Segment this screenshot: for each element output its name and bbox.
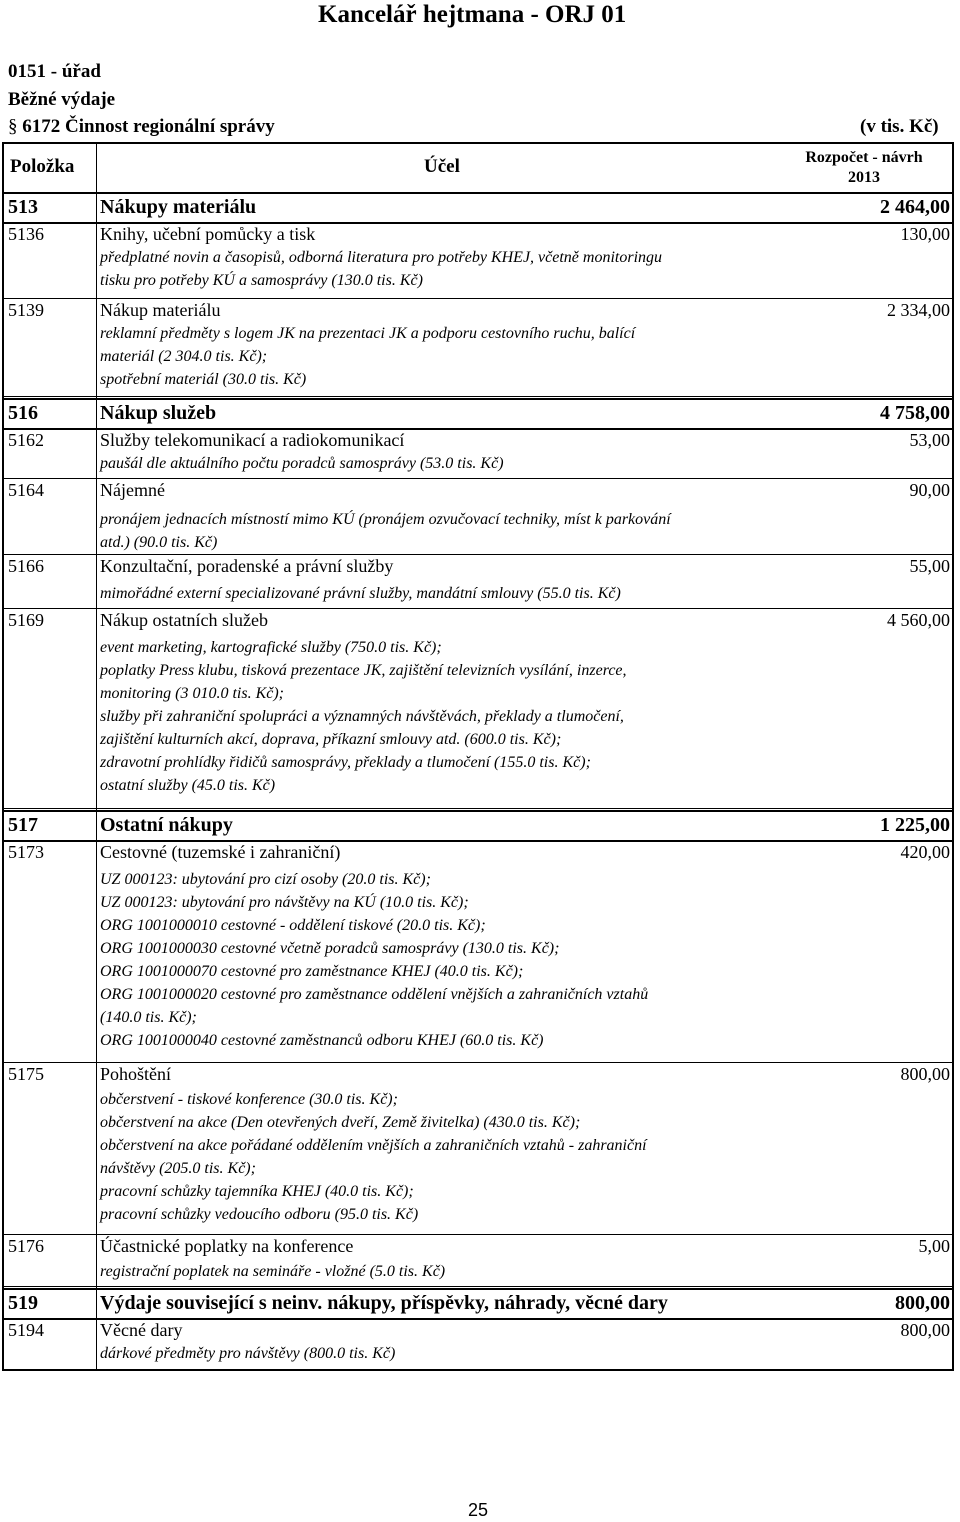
note-line: ORG 1001000010 cestovné - oddělení tiskové (20.0 tis. Kč); bbox=[100, 917, 486, 934]
item-notes bbox=[100, 1088, 800, 1226]
item-notes bbox=[100, 636, 800, 797]
note-line: ORG 1001000030 cestovné včetně poradců samosprávy (130.0 tis. Kč); bbox=[100, 940, 560, 957]
item-notes bbox=[100, 322, 800, 391]
group-code: 516 bbox=[8, 402, 38, 424]
item-code: 5176 bbox=[8, 1236, 44, 1256]
page-title: Kancelář hejtmana - ORJ 01 bbox=[318, 1, 627, 28]
item-row-5139 bbox=[4, 298, 952, 397]
header-section bbox=[8, 115, 275, 139]
item-row-5173 bbox=[4, 840, 952, 1063]
group-amount: 1 225,00 bbox=[880, 814, 950, 836]
page-number: 25 bbox=[468, 1500, 489, 1520]
item-row-5162 bbox=[4, 428, 952, 479]
item-amount: 4 560,00 bbox=[887, 610, 950, 630]
item-name: Nákup materiálu bbox=[100, 300, 221, 320]
note-line: ORG 1001000020 cestovné pro zaměstnance oddělení vnějších a zahraničních vztahů bbox=[100, 986, 649, 1003]
item-name: Služby telekomunikací a radiokomunikací bbox=[100, 430, 405, 450]
group-code: 519 bbox=[8, 1292, 38, 1314]
note-line: pracovní schůzky vedoucího odboru (95.0 tis. Kč) bbox=[100, 1206, 419, 1223]
note-line: atd.) (90.0 tis. Kč) bbox=[100, 534, 218, 551]
note-line: dárkové předměty pro návštěvy (800.0 tis. Kč) bbox=[100, 1345, 396, 1362]
group-name: Nákup služeb bbox=[100, 402, 217, 424]
item-code: 5194 bbox=[8, 1320, 44, 1340]
item-notes bbox=[100, 582, 800, 605]
note-line: reklamní předměty s logem JK na prezentaci JK a podporu cestovního ruchu, balící bbox=[100, 325, 636, 342]
note-line: UZ 000123: ubytování pro návštěvy na KÚ (10.0 tis. Kč); bbox=[100, 894, 469, 911]
group-row-516 bbox=[4, 398, 952, 430]
item-amount: 800,00 bbox=[900, 1064, 950, 1084]
item-code: 5169 bbox=[8, 610, 44, 630]
group-name: Ostatní nákupy bbox=[100, 814, 233, 836]
item-amount: 130,00 bbox=[900, 224, 950, 244]
column-header-budget bbox=[784, 148, 944, 188]
item-amount: 5,00 bbox=[918, 1236, 950, 1256]
item-code: 5139 bbox=[8, 300, 44, 320]
item-notes bbox=[100, 868, 820, 1052]
item-code: 5175 bbox=[8, 1064, 44, 1084]
item-notes bbox=[100, 452, 800, 475]
note-line: event marketing, kartografické služby (750.0 tis. Kč); bbox=[100, 639, 442, 656]
note-line: UZ 000123: ubytování pro cizí osoby (20.0 tis. Kč); bbox=[100, 871, 431, 888]
item-amount: 55,00 bbox=[909, 556, 950, 576]
note-line: pronájem jednacích místností mimo KÚ (pronájem ozvučovací techniky, míst k parkování bbox=[100, 511, 671, 528]
item-notes bbox=[100, 1260, 800, 1283]
group-name: Nákupy materiálu bbox=[100, 196, 257, 218]
column-header-purpose: Účel bbox=[424, 156, 460, 177]
header-expense-type: Běžné výdaje bbox=[8, 89, 116, 110]
group-amount: 800,00 bbox=[895, 1292, 950, 1314]
section-symbol: § bbox=[8, 116, 18, 137]
item-amount: 420,00 bbox=[900, 842, 950, 862]
item-row-5175 bbox=[4, 1062, 952, 1235]
note-line: občerstvení na akce pořádané oddělením vnějších a zahraničních vztahů - zahraniční bbox=[100, 1137, 647, 1154]
note-line: materiál (2 304.0 tis. Kč); bbox=[100, 348, 268, 365]
item-amount: 53,00 bbox=[909, 430, 950, 450]
item-name: Cestovné (tuzemské i zahraniční) bbox=[100, 842, 341, 862]
note-line: předplatné novin a časopisů, odborná literatura pro potřeby KHEJ, včetně monitoringu bbox=[100, 249, 663, 266]
item-row-5194 bbox=[4, 1318, 952, 1369]
item-code: 5166 bbox=[8, 556, 44, 576]
item-amount: 800,00 bbox=[900, 1320, 950, 1340]
note-line: zajištění kulturních akcí, doprava, příkazní smlouvy atd. (600.0 tis. Kč); bbox=[100, 731, 562, 748]
note-line: ostatní služby (45.0 tis. Kč) bbox=[100, 777, 276, 794]
group-row-517 bbox=[4, 810, 952, 842]
note-line: služby při zahraniční spolupráci a významných návštěvách, překlady a tlumočení, bbox=[100, 708, 624, 725]
note-line: poplatky Press klubu, tisková prezentace JK, zajištění televizních vysílání, inzerce, bbox=[100, 662, 627, 679]
note-line: tisku pro potřeby KÚ a samosprávy (130.0 tis. Kč) bbox=[100, 272, 423, 289]
group-row-513 bbox=[4, 192, 952, 224]
group-code: 513 bbox=[8, 196, 38, 218]
item-notes bbox=[100, 508, 800, 554]
item-name: Účastnické poplatky na konference bbox=[100, 1236, 354, 1256]
note-line: občerstvení na akce (Den otevřených dveří, Země živitelka) (430.0 tis. Kč); bbox=[100, 1114, 581, 1131]
column-header-item: Položka bbox=[10, 156, 75, 177]
item-row-5169 bbox=[4, 608, 952, 809]
header-office: 0151 - úřad bbox=[8, 61, 101, 82]
item-row-5164 bbox=[4, 478, 952, 555]
item-name: Nájemné bbox=[100, 480, 165, 500]
note-line: mimořádné externí specializované právní služby, mandátní smlouvy (55.0 tis. Kč) bbox=[100, 585, 621, 602]
header-activity: 6172 Činnost regionální správy bbox=[22, 116, 275, 137]
item-row-5176 bbox=[4, 1234, 952, 1287]
budget-table bbox=[2, 142, 954, 1371]
table-header bbox=[4, 144, 952, 194]
item-code: 5164 bbox=[8, 480, 44, 500]
note-line: paušál dle aktuálního počtu poradců samosprávy (53.0 tis. Kč) bbox=[100, 455, 504, 472]
item-row-5166 bbox=[4, 554, 952, 609]
header-unit: (v tis. Kč) bbox=[860, 116, 939, 137]
item-name: Konzultační, poradenské a právní služby bbox=[100, 556, 394, 576]
group-row-519 bbox=[4, 1288, 952, 1320]
group-name: Výdaje související s neinv. nákupy, příspěvky, náhrady, věcné dary bbox=[100, 1292, 668, 1314]
note-line: zdravotní prohlídky řidičů samosprávy, překlady a tlumočení (155.0 tis. Kč); bbox=[100, 754, 591, 771]
group-amount: 2 464,00 bbox=[880, 196, 950, 218]
item-notes bbox=[100, 1342, 800, 1365]
item-code: 5162 bbox=[8, 430, 44, 450]
note-line: ORG 1001000040 cestovné zaměstnanců odboru KHEJ (60.0 tis. Kč) bbox=[100, 1032, 544, 1049]
item-name: Věcné dary bbox=[100, 1320, 183, 1340]
budget-header-line1: Rozpočet - návrh bbox=[805, 149, 923, 166]
budget-header-year: 2013 bbox=[848, 169, 880, 186]
item-notes bbox=[100, 246, 800, 292]
note-line: ORG 1001000070 cestovné pro zaměstnance KHEJ (40.0 tis. Kč); bbox=[100, 963, 524, 980]
item-code: 5173 bbox=[8, 842, 44, 862]
item-amount: 90,00 bbox=[909, 480, 950, 500]
item-row-5136 bbox=[4, 222, 952, 299]
note-line: spotřební materiál (30.0 tis. Kč) bbox=[100, 371, 307, 388]
item-amount: 2 334,00 bbox=[887, 300, 950, 320]
note-line: návštěvy (205.0 tis. Kč); bbox=[100, 1160, 256, 1177]
note-line: registrační poplatek na semináře - vložné (5.0 tis. Kč) bbox=[100, 1263, 446, 1280]
note-line: občerstvení - tiskové konference (30.0 tis. Kč); bbox=[100, 1091, 398, 1108]
note-line: pracovní schůzky tajemníka KHEJ (40.0 tis. Kč); bbox=[100, 1183, 414, 1200]
group-code: 517 bbox=[8, 814, 38, 836]
item-code: 5136 bbox=[8, 224, 44, 244]
item-name: Nákup ostatních služeb bbox=[100, 610, 268, 630]
item-name: Knihy, učební pomůcky a tisk bbox=[100, 224, 316, 244]
group-amount: 4 758,00 bbox=[880, 402, 950, 424]
note-line: monitoring (3 010.0 tis. Kč); bbox=[100, 685, 284, 702]
note-line: (140.0 tis. Kč); bbox=[100, 1009, 197, 1026]
item-name: Pohoštění bbox=[100, 1064, 172, 1084]
